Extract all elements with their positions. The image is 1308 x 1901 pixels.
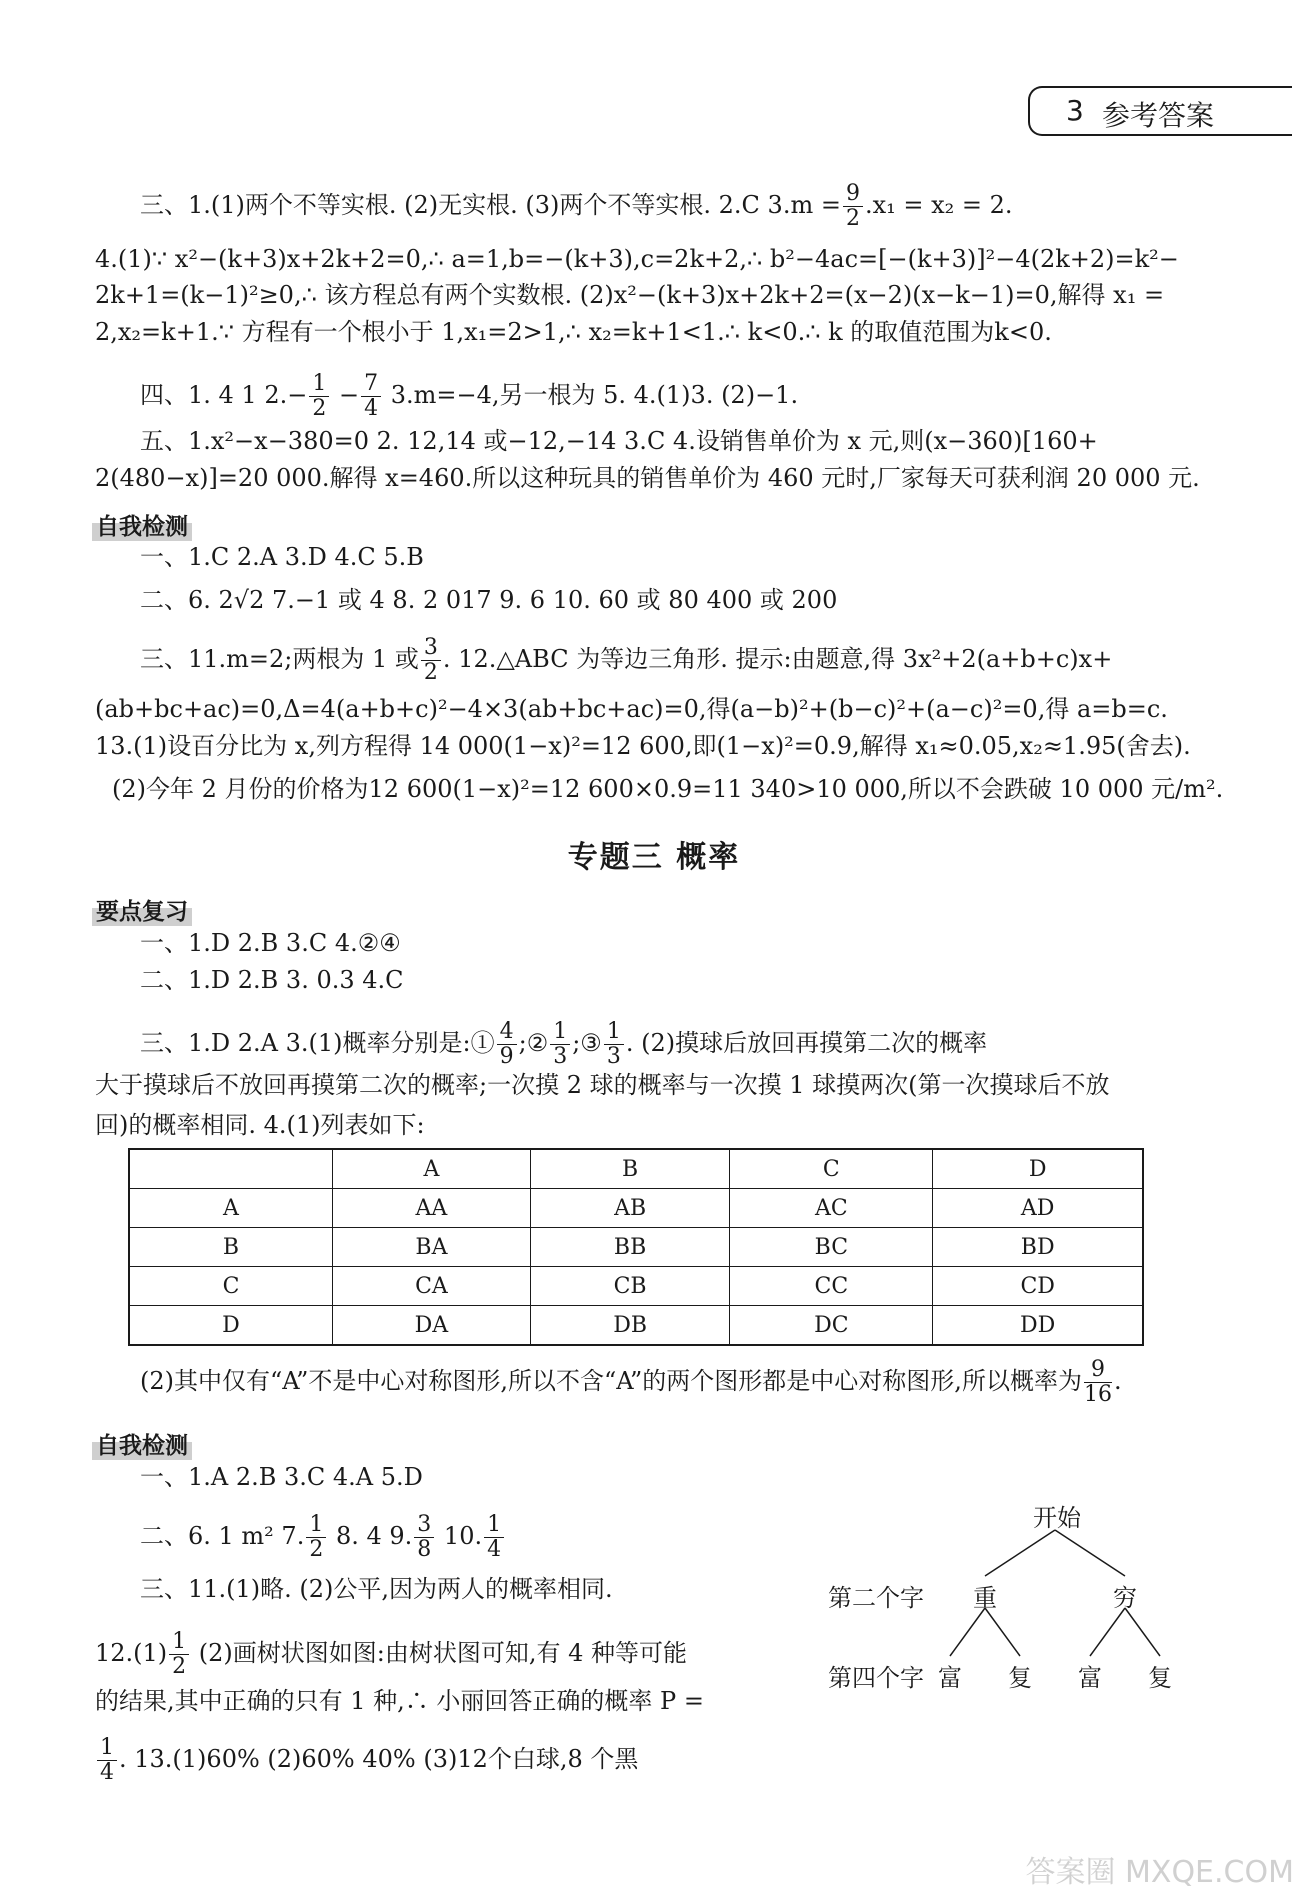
text: 四、1. 4 1 2.− [140,381,308,409]
text: 3.m=−4,另一根为 5. 4.(1)3. (2)−1. [383,381,799,409]
answer-line: 一、1.D 2.B 3.C 4.②④ [140,929,401,957]
watermark: 答案圈 MXQE.COM [1025,1855,1294,1890]
section-heading: 自我检测 [92,1427,192,1460]
answer-line [95,1630,687,1679]
table-cell: BC [730,1228,933,1267]
table-cell: CC [730,1267,933,1306]
table-cell: DD [933,1306,1143,1346]
answer-line [140,1358,1122,1407]
tree-diagram [820,1490,1200,1710]
table-cell: DB [530,1306,729,1346]
numerator: 7 [361,372,381,397]
denominator: 4 [487,1537,502,1562]
answer-line [140,636,1112,685]
fraction [169,1630,189,1679]
header-label: 参考答案 [1102,99,1215,132]
table-cell: BB [530,1228,729,1267]
table-cell: DA [333,1306,531,1346]
text: (2)其中仅有“A”不是中心对称图形,所以不含“A”的两个图形都是中心对称图形,所以概率为 [140,1367,1082,1395]
denominator: 2 [845,206,860,231]
table-cell: BD [933,1228,1143,1267]
table-header-row [129,1149,1143,1189]
fraction [421,636,441,685]
table-cell: AD [933,1189,1143,1228]
numerator: 1 [97,1736,117,1761]
text: ;③ [572,1029,602,1057]
tree-leaf: 富 [1078,1664,1102,1692]
answer-line: 回)的概率相同. 4.(1)列表如下: [95,1111,425,1139]
text: − [331,381,360,409]
page-number: 3 [1066,94,1084,127]
fraction [97,1736,117,1785]
answer-line: (ab+bc+ac)=0,Δ=4(a+b+c)²−4×3(ab+bc+ac)=0,得(a−b)²+(b−c)²+(a−c)²=0,得 a=b=c. [95,695,1168,723]
answer-line: 二、1.D 2.B 3. 0.3 4.C [140,966,404,994]
tree-leaf: 富 [938,1664,962,1692]
table-cell: BA [333,1228,531,1267]
text: .x₁ = x₂ = 2. [864,191,1013,219]
numerator: 1 [169,1630,189,1655]
numerator: 1 [309,372,329,397]
text: 10. [436,1522,483,1550]
answer-line [140,1513,506,1562]
probability-table [128,1148,1144,1346]
tree-root: 开始 [1033,1504,1081,1532]
table-cell: AC [730,1189,933,1228]
table-cell: C [129,1267,333,1306]
table-row [129,1189,1143,1228]
text: 12.(1) [95,1639,168,1667]
denominator: 4 [100,1760,114,1785]
table-row [129,1228,1143,1267]
denominator: 4 [364,396,379,421]
fraction [497,1020,517,1069]
answer-line [95,1736,638,1785]
fraction [414,1513,434,1562]
text: 三、1.D 2.A 3.(1)概率分别是:① [140,1029,495,1057]
numerator: 9 [1084,1358,1112,1383]
answer-line [140,1020,987,1069]
answer-line: 二、6. 2√2 7.−1 或 4 8. 2 017 9. 6 10. 60 或 80 400 或 200 [140,586,838,614]
answer-line: 2,x₂=k+1.∵ 方程有一个根小于 1,x₁=2>1,∴ x₂=k+1<1.∴ k<0.∴ k 的取值范围为k<0. [95,318,1052,346]
table-cell: CA [333,1267,531,1306]
table-cell: C [730,1149,933,1189]
answer-line: 三、11.(1)略. (2)公平,因为两人的概率相同. [140,1575,613,1603]
table-cell: CD [933,1267,1143,1306]
fraction [1084,1358,1112,1407]
numerator: 1 [550,1020,570,1045]
fraction [604,1020,624,1069]
table-cell: A [129,1189,333,1228]
header-tab [1028,86,1292,136]
numerator: 1 [306,1513,326,1538]
text: 二、6. 1 m² 7. [140,1522,305,1550]
answer-line: 的结果,其中正确的只有 1 种,∴ 小丽回答正确的概率 P = [95,1687,704,1715]
denominator: 2 [312,396,327,421]
denominator: 16 [1083,1382,1112,1407]
denominator: 9 [499,1044,514,1069]
denominator: 8 [417,1537,432,1562]
tree-leaf: 复 [1008,1664,1032,1692]
text: 三、11.m=2;两根为 1 或 [140,645,419,673]
tree-node: 重 [973,1584,997,1612]
denominator: 3 [606,1044,621,1069]
answer-line [140,372,798,421]
text: ;② [518,1029,549,1057]
answer-line: 2(480−x)]=20 000.解得 x=460.所以这种玩具的销售单价为 460 元时,厂家每天可获利润 20 000 元. [95,464,1200,492]
answer-line: 2k+1=(k−1)²≥0,∴ 该方程总有两个实数根. (2)x²−(k+3)x+2k+2=(x−2)(x−k−1)=0,解得 x₁ = [95,281,1165,309]
fraction [306,1513,326,1562]
numerator: 1 [604,1020,624,1045]
section-heading: 自我检测 [92,508,192,541]
text: . 13.(1)60% (2)60% 40% (3)12个白球,8 个黑 [119,1745,639,1773]
fraction [309,372,329,421]
answer-line: 一、1.A 2.B 3.C 4.A 5.D [140,1463,423,1491]
numerator: 3 [414,1513,434,1538]
denominator: 3 [553,1044,568,1069]
fraction [843,182,863,231]
section-heading: 要点复习 [92,893,192,926]
numerator: 9 [843,182,863,207]
text: 三、1.(1)两个不等实根. (2)无实根. (3)两个不等实根. 2.C 3.m = [140,191,841,219]
answer-line: 大于摸球后不放回再摸第二次的概率;一次摸 2 球的概率与一次摸 1 球摸两次(第一次摸球后不放 [95,1071,1110,1099]
text: (2)画树状图如图:由树状图可知,有 4 种等可能 [191,1639,688,1667]
answer-line: (2)今年 2 月份的价格为12 600(1−x)²=12 600×0.9=11 340>10 000,所以不会跌破 10 000 元/m². [112,775,1224,803]
denominator: 2 [309,1537,324,1562]
table-cell: AA [333,1189,531,1228]
table-row [129,1306,1143,1346]
text: . [1113,1367,1122,1395]
table-cell: A [333,1149,531,1189]
table-cell: AB [530,1189,729,1228]
answer-line: 一、1.C 2.A 3.D 4.C 5.B [140,543,424,571]
table-row [129,1267,1143,1306]
denominator: 2 [423,660,438,685]
table-cell [129,1149,333,1189]
numerator: 3 [421,636,441,661]
table-cell: B [530,1149,729,1189]
numerator: 1 [484,1513,504,1538]
tree-row-label: 第二个字 [828,1584,924,1612]
fraction [361,372,381,421]
answer-line: 13.(1)设百分比为 x,列方程得 14 000(1−x)²=12 600,即(1−x)²=0.9,解得 x₁≈0.05,x₂≈1.95(舍去). [95,732,1191,760]
denominator: 2 [172,1654,187,1679]
text: . 12.△ABC 为等边三角形. 提示:由题意,得 3x²+2(a+b+c)x+ [442,645,1113,673]
text: . (2)摸球后放回再摸第二次的概率 [625,1029,988,1057]
fraction [550,1020,570,1069]
table-cell: D [129,1306,333,1346]
answer-line [140,182,1013,231]
tree-leaf: 复 [1148,1664,1172,1692]
answer-line: 五、1.x²−x−380=0 2. 12,14 或−12,−14 3.C 4.设销售单价为 x 元,则(x−360)[160+ [140,427,1098,455]
numerator: 4 [497,1020,517,1045]
tree-node: 穷 [1113,1584,1137,1612]
table-cell: DC [730,1306,933,1346]
table-cell: B [129,1228,333,1267]
tree-row-label: 第四个字 [828,1664,924,1692]
table-cell: D [933,1149,1143,1189]
section-title: 专题三 概率 [567,840,741,875]
text: 8. 4 9. [328,1522,413,1550]
fraction [484,1513,504,1562]
table-cell: CB [530,1267,729,1306]
answer-line: 4.(1)∵ x²−(k+3)x+2k+2=0,∴ a=1,b=−(k+3),c=2k+2,∴ b²−4ac=[−(k+3)]²−4(2k+2)=k²− [95,245,1179,273]
